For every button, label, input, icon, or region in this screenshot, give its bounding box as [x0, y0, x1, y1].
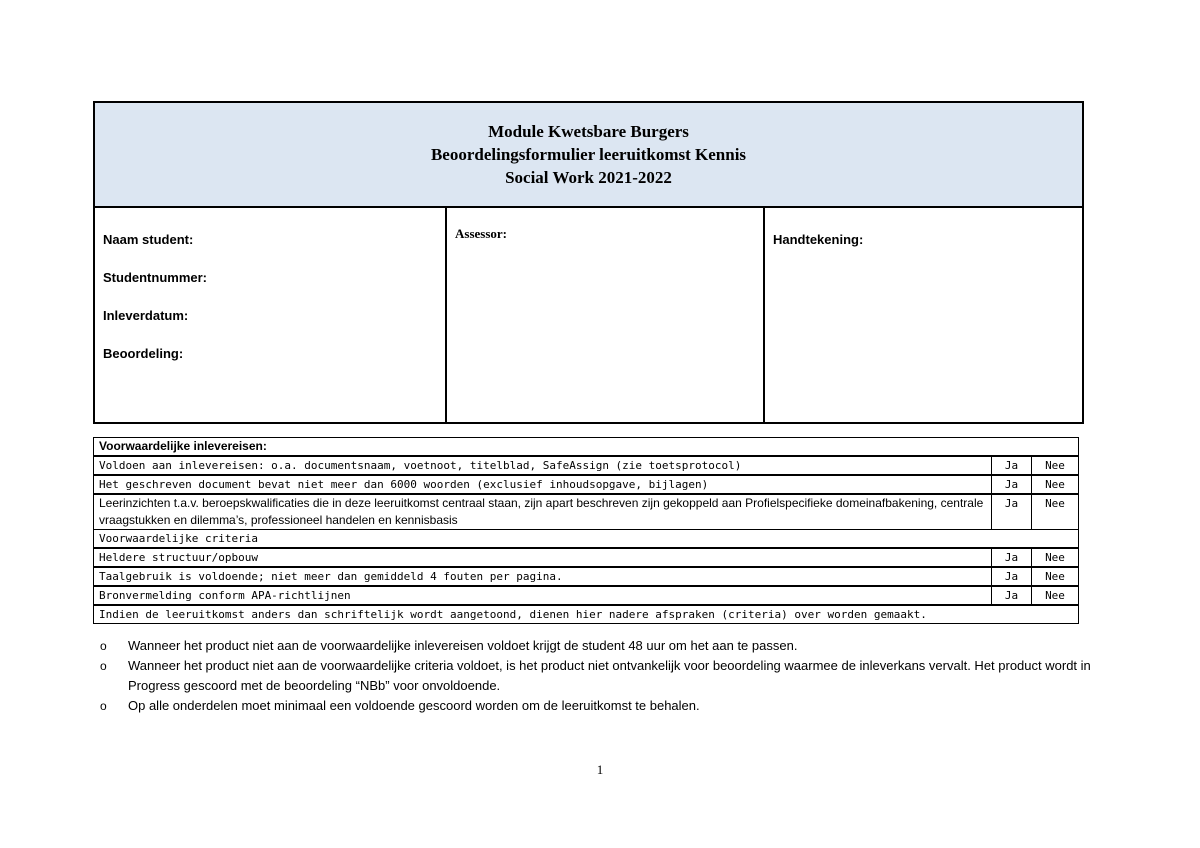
handtekening-cell [764, 207, 1083, 423]
table-row [94, 586, 1079, 605]
table-row [94, 548, 1079, 567]
criterion-text: Heldere structuur/opbouw [94, 548, 992, 567]
beoordeling-label: Beoordeling: [103, 346, 184, 361]
bullet-marker: o [100, 639, 107, 653]
table-row [94, 494, 1079, 530]
studentnummer-label: Studentnummer: [103, 270, 207, 285]
bullet-text: Op alle onderdelen moet minimaal een voldoende gescoord worden om de leeruitkomst te behalen. [128, 698, 700, 713]
handtekening-label: Handtekening: [773, 232, 864, 247]
bullet-text: Wanneer het product niet aan de voorwaardelijke criteria voldoet, is het product niet ontvankelijk voor beoordeling waarmee de inleverkans vervalt. Het product wordt in Progress gescoord met de beoordeling “NBb” voor onvoldoende. [128, 658, 1091, 693]
section1-title: Voorwaardelijke inlevereisen: [94, 438, 1079, 457]
nee-cell: Nee [1032, 567, 1079, 586]
criterion-text: Bronvermelding conform APA-richtlijnen [94, 586, 992, 605]
title-line-3: Social Work 2021-2022 [505, 168, 672, 187]
title-line-2: Beoordelingsformulier leeruitkomst Kennis [430, 145, 747, 164]
list-item [100, 636, 1110, 656]
nee-cell: Nee [1032, 586, 1079, 605]
nee-cell: Nee [1032, 475, 1079, 494]
title-line-1: Module Kwetsbare Burgers [488, 122, 689, 141]
naam-student-label: Naam student: [103, 232, 194, 247]
ja-cell: Ja [992, 475, 1032, 494]
student-info-cell [94, 207, 446, 423]
table-row [94, 456, 1079, 475]
form-title [94, 102, 1083, 207]
requirement-text: Voldoen aan inlevereisen: o.a. documentsnaam, voetnoot, titelblad, SafeAssign (zie toetsprotocol) [94, 456, 992, 475]
nee-cell: Nee [1032, 456, 1079, 475]
list-item [100, 656, 1110, 696]
section2-title: Voorwaardelijke criteria [94, 530, 1079, 549]
criterion-text: Taalgebruik is voldoende; niet meer dan gemiddeld 4 fouten per pagina. [94, 567, 992, 586]
bullet-marker: o [100, 699, 107, 713]
requirement-text: Leerinzichten t.a.v. beroepskwalificaties die in deze leeruitkomst centraal staan, zijn apart beschreven zijn gekoppeld aan Profielspecifieke domeinafbakening, centrale vraagstukken en dilemma’s, professioneel handelen en kennisbasis [94, 494, 992, 530]
table-row [94, 567, 1079, 586]
ja-cell: Ja [992, 567, 1032, 586]
header-table [93, 101, 1084, 424]
footer-row: Indien de leeruitkomst anders dan schriftelijk wordt aangetoond, dienen hier nadere afspraken (criteria) over worden gemaakt. [94, 605, 1079, 624]
bullet-list [100, 636, 1110, 716]
ja-cell: Ja [992, 586, 1032, 605]
ja-cell: Ja [992, 548, 1032, 567]
requirement-text: Het geschreven document bevat niet meer dan 6000 woorden (exclusief inhoudsopgave, bijlagen) [94, 475, 992, 494]
nee-cell: Nee [1032, 548, 1079, 567]
assessor-label: Assessor: [455, 226, 507, 241]
ja-cell: Ja [992, 456, 1032, 475]
page-number: 1 [596, 762, 604, 777]
nee-cell: Nee [1032, 494, 1079, 530]
ja-cell: Ja [992, 494, 1032, 530]
bullet-text: Wanneer het product niet aan de voorwaardelijke inlevereisen voldoet krijgt de student 48 uur om het aan te passen. [128, 638, 798, 653]
list-item [100, 696, 1110, 716]
bullet-marker: o [100, 659, 107, 673]
assessor-cell [446, 207, 764, 423]
inleverdatum-label: Inleverdatum: [103, 308, 189, 323]
requirements-table [93, 437, 1079, 624]
table-row [94, 475, 1079, 494]
